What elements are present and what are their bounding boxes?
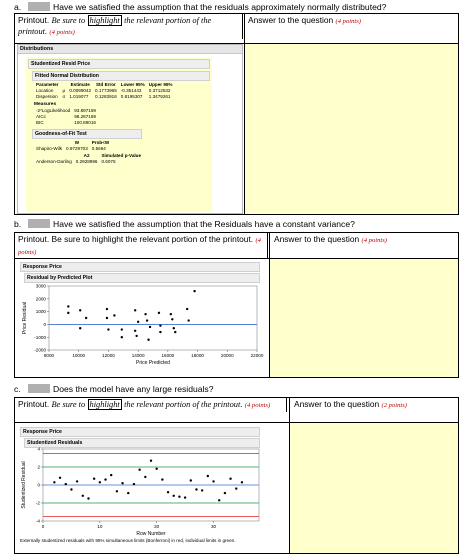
x-tick-label: 20 (154, 524, 160, 529)
answer-area-b[interactable] (270, 259, 458, 377)
table-c-right-header (291, 398, 457, 412)
residual-plot (17, 280, 269, 376)
data-point (134, 309, 136, 311)
data-point (104, 478, 106, 480)
data-point (149, 326, 151, 328)
data-point (59, 477, 61, 479)
cell: 0.1773965 (95, 88, 117, 93)
data-point (201, 489, 203, 491)
left-points: (4 points) (18, 237, 261, 256)
panel-title: Distributions (18, 45, 242, 54)
data-point (167, 491, 169, 493)
table-row (34, 120, 98, 126)
data-point (190, 479, 192, 481)
right-points: (4 points) (361, 237, 387, 244)
cell: 0.9729703 (66, 146, 88, 151)
data-point (127, 492, 129, 494)
data-point (150, 460, 152, 462)
data-point (144, 476, 146, 478)
cell: 0.6076 (101, 159, 116, 164)
y-tick-label: 1000 (35, 309, 46, 315)
cell: 0.2928996 (75, 159, 98, 164)
data-point (85, 317, 87, 319)
data-point (106, 308, 108, 310)
y-axis-label: Studentized Residual (21, 461, 27, 509)
table-b-right-header (271, 233, 457, 247)
x-tick-label: 0 (41, 524, 45, 529)
data-point (106, 317, 108, 319)
x-tick-label: 10 (97, 524, 103, 529)
data-point (65, 483, 67, 485)
data-point (144, 313, 146, 315)
data-point (134, 330, 136, 332)
x-axis-label: Row Number (136, 531, 166, 537)
col-header: Simulated p-Value (101, 153, 142, 158)
cell: μ (62, 88, 66, 93)
col-header: Parameter (36, 82, 59, 87)
y-tick-label: -1000 (34, 334, 46, 340)
table-c-left-header (15, 398, 287, 412)
panel-title: Response Price (20, 427, 260, 437)
residual-panel (17, 260, 269, 376)
data-point (161, 478, 163, 480)
table-a (14, 13, 459, 215)
x-tick-label: 18000 (191, 353, 204, 358)
resid-subtitle: Studentized Resid Price (28, 59, 210, 69)
y-tick-label: -2000 (34, 347, 46, 353)
col-header: A2 (83, 153, 90, 158)
left-header-lead: Printout. (18, 15, 50, 25)
data-point (186, 308, 188, 310)
data-point (79, 327, 81, 329)
cell: 0.1283916 (95, 94, 117, 99)
cell: Location (36, 88, 54, 93)
data-point (184, 496, 186, 498)
table-a-left-header (15, 14, 243, 39)
answer-area-c[interactable] (290, 423, 458, 553)
gof-title: Goodness-of-Fit Test (32, 129, 142, 139)
right-points: (4 points) (335, 18, 361, 25)
table-c (14, 397, 459, 554)
left-header-boxed: highlight (89, 400, 120, 409)
panel-subtitle: Studentized Residuals (24, 438, 260, 448)
col-header: W (74, 140, 80, 145)
y-tick-label: 0 (43, 322, 46, 327)
data-point (207, 475, 209, 477)
data-point (87, 497, 89, 499)
data-point (121, 482, 123, 484)
left-header-pre: Be sure to (51, 400, 86, 409)
data-point (121, 328, 123, 330)
data-point (235, 487, 237, 489)
question-a-letter: a. (14, 2, 22, 12)
cell: Dispersion (36, 94, 58, 99)
data-point (147, 339, 149, 341)
x-axis-label: Price Predicted (136, 360, 170, 366)
question-a-highlight (28, 2, 50, 11)
data-point (121, 336, 123, 338)
cell: 0.0099042 (69, 88, 92, 93)
measures-title: Measures (34, 102, 57, 107)
data-point (76, 480, 78, 482)
data-point (241, 481, 243, 483)
data-point (187, 319, 189, 321)
measures-table (34, 108, 98, 126)
studentized-panel (17, 425, 289, 552)
data-point (159, 331, 161, 333)
data-point (137, 321, 139, 323)
data-point (170, 313, 172, 315)
y-tick-label: -4 (35, 518, 40, 524)
right-points: (2 points) (381, 402, 407, 409)
data-point (70, 488, 72, 490)
data-point (53, 481, 55, 483)
cell: AICc (36, 114, 46, 119)
cell: 0.3712532 (148, 88, 171, 93)
left-header: Printout. Be sure to highlight the relevant portion of the printout. (18, 234, 254, 244)
cell: Anderson-Darling (36, 159, 72, 164)
answer-area-a[interactable] (245, 44, 458, 214)
cell: 100.89016 (74, 120, 96, 125)
distributions-panel (17, 44, 243, 214)
y-tick-label: 3000 (35, 283, 46, 289)
right-header: Answer to the question (294, 399, 380, 409)
question-c-text: Does the model have any large residuals? (53, 384, 214, 394)
left-header-boxed: highlight (89, 16, 120, 25)
y-tick-label: 0 (37, 482, 40, 488)
data-point (79, 309, 81, 311)
data-point (135, 335, 137, 337)
data-point (67, 305, 69, 307)
data-point (229, 478, 231, 480)
y-tick-label: 2000 (35, 296, 46, 302)
table-b (14, 232, 459, 378)
table-a-right-header (245, 14, 457, 28)
data-point (212, 480, 214, 482)
x-tick-label: 14000 (131, 353, 145, 358)
left-header-post: the relevant portion of the printout. (124, 400, 243, 409)
table-row (34, 159, 143, 165)
x-tick-label: 20000 (220, 353, 234, 358)
data-point (110, 474, 112, 476)
x-tick-label: 12000 (102, 353, 115, 358)
data-point (193, 290, 195, 292)
cell: Shapiro-Wilk (36, 146, 63, 151)
cell: -0.351443 (120, 88, 142, 93)
col-header: Lower 95% (120, 82, 145, 87)
data-point (218, 499, 220, 501)
data-point (158, 312, 160, 314)
cell: 98.287169 (74, 114, 96, 119)
data-point (133, 483, 135, 485)
data-point (146, 319, 148, 321)
x-tick-label: 8000 (43, 353, 55, 358)
y-tick-label: -2 (35, 500, 40, 506)
cell: 0.5664 (91, 146, 106, 151)
question-c-letter: c. (14, 384, 21, 394)
data-point (159, 324, 161, 326)
data-point (99, 481, 101, 483)
anderson-table (34, 153, 143, 165)
cell: 1.3479261 (148, 94, 171, 99)
cell: 0.8195307 (120, 94, 143, 99)
data-point (82, 495, 84, 497)
studentized-plot (17, 445, 267, 537)
cell: 1.019077 (69, 94, 89, 99)
y-tick-label: 2 (37, 464, 40, 470)
data-point (171, 318, 173, 320)
x-tick-label: 16000 (161, 353, 175, 358)
data-point (107, 328, 109, 330)
x-tick-label: 22000 (250, 353, 264, 358)
data-point (138, 469, 140, 471)
left-header-post: the relevant portion of the printout. (18, 16, 212, 36)
question-b-highlight (28, 219, 50, 228)
question-a (14, 2, 386, 12)
fit-title: Fitted Normal Distribution (32, 71, 210, 81)
col-header: Prob<W (91, 140, 110, 145)
table-row (34, 94, 175, 100)
data-point (93, 478, 95, 480)
plot-frame (49, 286, 257, 350)
cell: -2*LogLikelihood (36, 108, 71, 113)
left-header-pre: Be sure to (51, 16, 86, 25)
plot-footnote: Externally studentized residuals with 95% simultaneous limits (Bonferroni) in red, individual limits in green. (20, 538, 236, 543)
col-header: Estimate (70, 82, 90, 87)
table-row (34, 146, 111, 152)
data-point (116, 490, 118, 492)
cell: 93.897169 (74, 108, 96, 113)
parameter-table (34, 82, 175, 100)
question-a-text: Have we satisfied the assumption that the residuals approximately normally distributed? (53, 2, 387, 12)
question-b-text: Have we satisfied the assumption that the Residuals have a constant variance? (53, 219, 355, 229)
data-point (173, 495, 175, 497)
data-point (173, 327, 175, 329)
shapiro-table (34, 140, 111, 152)
col-header: Std Error (95, 82, 116, 87)
data-point (178, 496, 180, 498)
data-point (224, 492, 226, 494)
table-b-left-header (15, 233, 268, 259)
panel-title: Response Price (20, 262, 260, 272)
cell: BIC (36, 120, 44, 125)
left-points: (4 points) (49, 29, 75, 36)
data-point (195, 488, 197, 490)
left-points: (4 points) (244, 402, 271, 409)
y-tick-label: 4 (37, 446, 40, 452)
right-header: Answer to the question (274, 234, 360, 244)
cell: σ (62, 94, 66, 99)
col-header: Upper 95% (148, 82, 173, 87)
left-header-lead: Printout. (18, 399, 50, 409)
question-c (14, 384, 214, 394)
right-header: Answer to the question (248, 15, 334, 25)
x-tick-label: 30 (210, 524, 217, 529)
question-c-highlight (28, 384, 50, 393)
x-tick-label: 10000 (72, 353, 86, 358)
y-axis-label: Price Residual (22, 301, 28, 335)
panel-subtitle: Residual by Predicted Plot (24, 273, 260, 283)
question-b (14, 219, 355, 229)
data-point (174, 331, 176, 333)
question-b-letter: b. (14, 219, 22, 229)
data-point (67, 312, 69, 314)
data-point (113, 314, 115, 316)
data-point (155, 468, 157, 470)
highlight-region (26, 57, 212, 212)
